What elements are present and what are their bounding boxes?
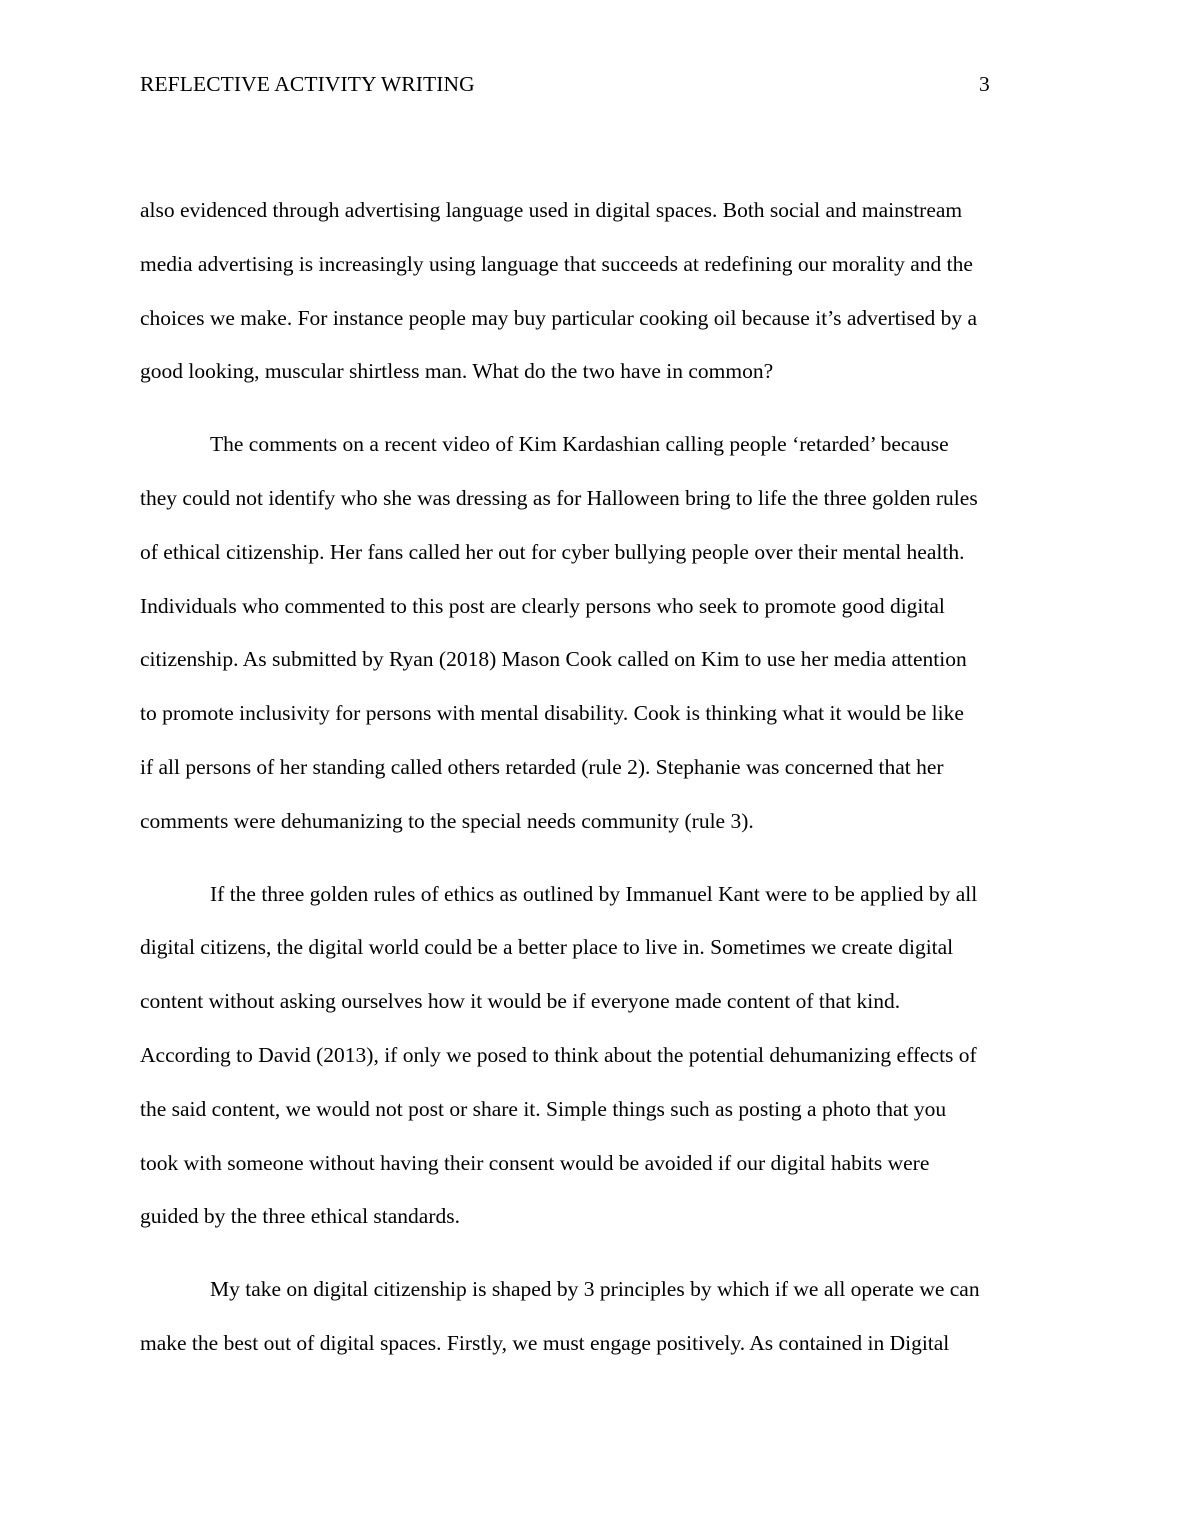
paragraph-line: make the best out of digital spaces. Firstly, we must engage positively. As contained in Digital [140, 1330, 950, 1355]
running-head: REFLECTIVE ACTIVITY WRITING [140, 72, 475, 96]
paragraph-2 [140, 418, 1060, 848]
paragraph-line: choices we make. For instance people may buy particular cooking oil because it’s advertised by a [140, 305, 978, 330]
paragraph-line: digital citizens, the digital world could be a better place to live in. Sometimes we create digital [140, 935, 954, 960]
paragraph-line: guided by the three ethical standards. [140, 1204, 461, 1229]
paragraph-first-line: The comments on a recent video of Kim Kardashian calling people ‘retarded’ because [210, 432, 949, 457]
paragraph-line: citizenship. As submitted by Ryan (2018) Mason Cook called on Kim to use her media attention [140, 647, 967, 672]
paragraph-line: good looking, muscular shirtless man. What do the two have in common? [140, 359, 774, 384]
paragraph-first-line: If the three golden rules of ethics as outlined by Immanuel Kant were to be applied by all [210, 881, 978, 906]
paragraph-line: According to David (2013), if only we posed to think about the potential dehumanizing effects of [140, 1042, 977, 1067]
paragraph-line: to promote inclusivity for persons with mental disability. Cook is thinking what it would be like [140, 701, 964, 726]
paragraph-4 [140, 1263, 1060, 1371]
paragraph-line: the said content, we would not post or share it. Simple things such as posting a photo that you [140, 1096, 947, 1121]
paragraph-3 [140, 868, 1060, 1245]
paragraph-line: if all persons of her standing called others retarded (rule 2). Stephanie was concerned that her [140, 754, 944, 779]
paragraph-line: they could not identify who she was dressing as for Halloween bring to life the three golden rules [140, 485, 978, 510]
paragraph-line: also evidenced through advertising language used in digital spaces. Both social and mainstream [140, 198, 963, 222]
paragraph-line: content without asking ourselves how it would be if everyone made content of that kind. [140, 989, 901, 1014]
paragraph-first-line: My take on digital citizenship is shaped by 3 principles by which if we all operate we can [210, 1277, 980, 1302]
paragraph-1 [140, 184, 1060, 399]
page-number: 3 [979, 72, 990, 96]
paragraph-line: comments were dehumanizing to the special needs community (rule 3). [140, 808, 754, 833]
paragraph-line: Individuals who commented to this post are clearly persons who seek to promote good digital [140, 593, 945, 618]
paragraph-line: of ethical citizenship. Her fans called her out for cyber bullying people over their mental health. [140, 539, 965, 564]
paragraph-line: took with someone without having their consent would be avoided if our digital habits were [140, 1150, 930, 1175]
body-text [140, 184, 1060, 1390]
paragraph-line: media advertising is increasingly using language that succeeds at redefining our morality and the [140, 251, 973, 276]
